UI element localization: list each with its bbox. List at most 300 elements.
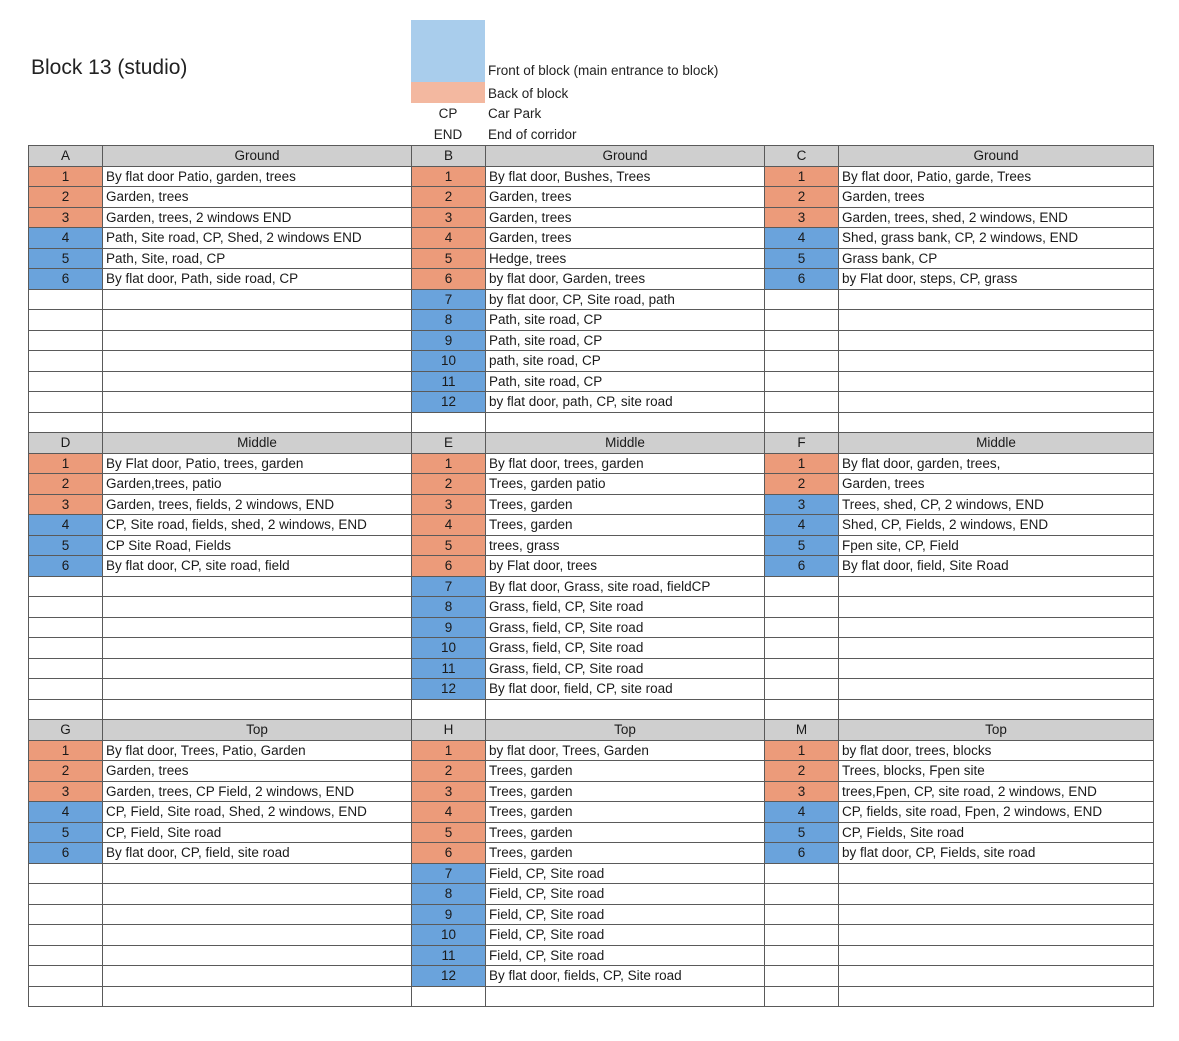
empty-cell bbox=[765, 597, 839, 618]
flat-view-cell: path, site road, CP bbox=[486, 351, 765, 372]
empty-cell bbox=[839, 884, 1154, 905]
flat-view-cell: Trees, shed, CP, 2 windows, END bbox=[839, 494, 1154, 515]
flat-number-cell: 2 bbox=[29, 761, 103, 782]
empty-cell bbox=[412, 986, 486, 1007]
flat-number-cell: 4 bbox=[765, 515, 839, 536]
flat-number-cell: 12 bbox=[412, 392, 486, 413]
empty-cell bbox=[486, 412, 765, 433]
block-id-header: A bbox=[29, 146, 103, 167]
table-row bbox=[29, 310, 1154, 331]
empty-cell bbox=[103, 289, 412, 310]
empty-cell bbox=[29, 884, 103, 905]
empty-cell bbox=[839, 986, 1154, 1007]
flat-view-cell: Garden, trees, CP Field, 2 windows, END bbox=[103, 781, 412, 802]
flat-number-cell: 1 bbox=[412, 166, 486, 187]
flat-number-cell: 3 bbox=[29, 207, 103, 228]
flat-number-cell: 9 bbox=[412, 330, 486, 351]
flat-number-cell: 7 bbox=[412, 863, 486, 884]
flat-number-cell: 1 bbox=[29, 166, 103, 187]
empty-cell bbox=[103, 412, 412, 433]
flat-view-cell: Grass, field, CP, Site road bbox=[486, 597, 765, 618]
empty-cell bbox=[839, 597, 1154, 618]
empty-cell bbox=[103, 925, 412, 946]
flat-number-cell: 12 bbox=[412, 679, 486, 700]
empty-cell bbox=[765, 904, 839, 925]
flat-number-cell: 6 bbox=[412, 556, 486, 577]
flat-views-table bbox=[28, 145, 1154, 1007]
flat-view-cell: Trees, garden bbox=[486, 781, 765, 802]
flat-view-cell: by flat door, Garden, trees bbox=[486, 269, 765, 290]
empty-cell bbox=[839, 966, 1154, 987]
flat-number-cell: 11 bbox=[412, 945, 486, 966]
flat-number-cell: 11 bbox=[412, 658, 486, 679]
flat-view-cell: Trees, garden bbox=[486, 802, 765, 823]
table-row bbox=[29, 187, 1154, 208]
flat-number-cell: 3 bbox=[765, 781, 839, 802]
flat-view-cell: by flat door, trees, blocks bbox=[839, 740, 1154, 761]
empty-cell bbox=[29, 679, 103, 700]
block-id-header: E bbox=[412, 433, 486, 454]
empty-cell bbox=[29, 638, 103, 659]
flat-view-cell: Path, Site road, CP, Shed, 2 windows END bbox=[103, 228, 412, 249]
table-row bbox=[29, 761, 1154, 782]
empty-cell bbox=[839, 310, 1154, 331]
flat-view-cell: Garden, trees, shed, 2 windows, END bbox=[839, 207, 1154, 228]
back-swatch bbox=[411, 82, 485, 103]
flat-view-cell: Garden, trees bbox=[486, 207, 765, 228]
flat-number-cell: 7 bbox=[412, 289, 486, 310]
empty-cell bbox=[839, 351, 1154, 372]
flat-view-cell: Path, site road, CP bbox=[486, 330, 765, 351]
flat-number-cell: 2 bbox=[765, 187, 839, 208]
flat-view-cell: by flat door, Trees, Garden bbox=[486, 740, 765, 761]
flat-view-cell: By flat door, Path, side road, CP bbox=[103, 269, 412, 290]
empty-cell bbox=[765, 289, 839, 310]
table-row bbox=[29, 556, 1154, 577]
page-title: Block 13 (studio) bbox=[31, 56, 188, 79]
empty-cell bbox=[103, 310, 412, 331]
floor-header: Top bbox=[103, 720, 412, 741]
empty-cell bbox=[103, 392, 412, 413]
flat-number-cell: 2 bbox=[29, 474, 103, 495]
flat-view-cell: Grass, field, CP, Site road bbox=[486, 638, 765, 659]
flat-number-cell: 3 bbox=[412, 494, 486, 515]
empty-cell bbox=[103, 986, 412, 1007]
table-row bbox=[29, 781, 1154, 802]
flat-number-cell: 1 bbox=[765, 166, 839, 187]
empty-cell bbox=[839, 392, 1154, 413]
flat-view-cell: Garden, trees bbox=[486, 187, 765, 208]
flat-number-cell: 10 bbox=[412, 638, 486, 659]
flat-view-cell: Grass, field, CP, Site road bbox=[486, 617, 765, 638]
table-row bbox=[29, 474, 1154, 495]
empty-cell bbox=[103, 679, 412, 700]
flat-view-cell: By flat door, field, Site Road bbox=[839, 556, 1154, 577]
legend-cp-code: CP bbox=[438, 106, 458, 121]
empty-cell bbox=[29, 904, 103, 925]
flat-view-cell: By flat door, Patio, garde, Trees bbox=[839, 166, 1154, 187]
empty-cell bbox=[29, 330, 103, 351]
flat-number-cell: 4 bbox=[29, 228, 103, 249]
table-row bbox=[29, 699, 1154, 720]
empty-cell bbox=[29, 966, 103, 987]
table-row bbox=[29, 248, 1154, 269]
empty-cell bbox=[103, 863, 412, 884]
flat-view-cell: by flat door, path, CP, site road bbox=[486, 392, 765, 413]
empty-cell bbox=[412, 412, 486, 433]
flat-view-cell: trees,Fpen, CP, site road, 2 windows, END bbox=[839, 781, 1154, 802]
flat-number-cell: 3 bbox=[765, 207, 839, 228]
legend-back-label: Back of block bbox=[488, 86, 569, 101]
flat-view-cell: Grass, field, CP, Site road bbox=[486, 658, 765, 679]
flat-number-cell: 6 bbox=[765, 556, 839, 577]
flat-view-cell: Shed, CP, Fields, 2 windows, END bbox=[839, 515, 1154, 536]
flat-view-cell: CP, fields, site road, Fpen, 2 windows, END bbox=[839, 802, 1154, 823]
empty-cell bbox=[29, 617, 103, 638]
flat-view-cell: Path, site road, CP bbox=[486, 371, 765, 392]
floor-header: Ground bbox=[839, 146, 1154, 167]
empty-cell bbox=[765, 638, 839, 659]
flat-number-cell: 5 bbox=[765, 248, 839, 269]
flat-view-cell: CP, Fields, Site road bbox=[839, 822, 1154, 843]
empty-cell bbox=[765, 412, 839, 433]
flat-view-cell: Path, Site, road, CP bbox=[103, 248, 412, 269]
flat-view-cell: Fpen site, CP, Field bbox=[839, 535, 1154, 556]
table-row bbox=[29, 679, 1154, 700]
empty-cell bbox=[839, 371, 1154, 392]
flat-number-cell: 4 bbox=[765, 802, 839, 823]
flat-view-cell: Field, CP, Site road bbox=[486, 945, 765, 966]
flat-number-cell: 6 bbox=[29, 843, 103, 864]
flat-view-cell: by flat door, CP, Fields, site road bbox=[839, 843, 1154, 864]
flat-number-cell: 10 bbox=[412, 351, 486, 372]
table-row bbox=[29, 515, 1154, 536]
empty-cell bbox=[103, 330, 412, 351]
empty-cell bbox=[765, 658, 839, 679]
flat-view-cell: by Flat door, trees bbox=[486, 556, 765, 577]
table-row bbox=[29, 863, 1154, 884]
section-header-row bbox=[29, 720, 1154, 741]
flat-view-cell: By Flat door, Patio, trees, garden bbox=[103, 453, 412, 474]
empty-cell bbox=[765, 945, 839, 966]
empty-cell bbox=[839, 945, 1154, 966]
flat-number-cell: 5 bbox=[29, 248, 103, 269]
flat-number-cell: 5 bbox=[29, 822, 103, 843]
flat-view-cell: By flat door, trees, garden bbox=[486, 453, 765, 474]
empty-cell bbox=[29, 986, 103, 1007]
floor-header: Middle bbox=[103, 433, 412, 454]
flat-view-cell: By flat door, CP, site road, field bbox=[103, 556, 412, 577]
table-row bbox=[29, 453, 1154, 474]
flat-view-cell: Path, site road, CP bbox=[486, 310, 765, 331]
flat-number-cell: 9 bbox=[412, 617, 486, 638]
flat-view-cell: Trees, garden bbox=[486, 822, 765, 843]
table-row bbox=[29, 740, 1154, 761]
table-row bbox=[29, 802, 1154, 823]
flat-number-cell: 2 bbox=[765, 474, 839, 495]
flat-number-cell: 1 bbox=[412, 740, 486, 761]
flat-view-cell: Field, CP, Site road bbox=[486, 904, 765, 925]
flat-number-cell: 1 bbox=[29, 453, 103, 474]
flat-number-cell: 2 bbox=[412, 187, 486, 208]
empty-cell bbox=[29, 863, 103, 884]
empty-cell bbox=[486, 699, 765, 720]
empty-cell bbox=[765, 699, 839, 720]
legend-cp-label: Car Park bbox=[488, 106, 542, 121]
table-row bbox=[29, 494, 1154, 515]
flat-view-cell: CP, Field, Site road bbox=[103, 822, 412, 843]
empty-cell bbox=[839, 412, 1154, 433]
flat-view-cell: trees, grass bbox=[486, 535, 765, 556]
flat-view-cell: By flat door, field, CP, site road bbox=[486, 679, 765, 700]
table-row bbox=[29, 597, 1154, 618]
table-row bbox=[29, 166, 1154, 187]
flat-number-cell: 4 bbox=[29, 802, 103, 823]
empty-cell bbox=[765, 351, 839, 372]
flat-number-cell: 2 bbox=[412, 474, 486, 495]
empty-cell bbox=[765, 986, 839, 1007]
flat-view-cell: Trees, blocks, Fpen site bbox=[839, 761, 1154, 782]
flat-view-cell: Field, CP, Site road bbox=[486, 884, 765, 905]
empty-cell bbox=[765, 679, 839, 700]
flat-view-cell: Grass bank, CP bbox=[839, 248, 1154, 269]
table-row bbox=[29, 884, 1154, 905]
empty-cell bbox=[29, 412, 103, 433]
flat-view-cell: CP, Site road, fields, shed, 2 windows, END bbox=[103, 515, 412, 536]
block-id-header: H bbox=[412, 720, 486, 741]
empty-cell bbox=[839, 617, 1154, 638]
flat-view-cell: by flat door, CP, Site road, path bbox=[486, 289, 765, 310]
flat-number-cell: 5 bbox=[412, 248, 486, 269]
flat-number-cell: 8 bbox=[412, 597, 486, 618]
legend-end-code: END bbox=[433, 127, 463, 142]
flat-number-cell: 3 bbox=[412, 207, 486, 228]
flat-view-cell: By flat door, garden, trees, bbox=[839, 453, 1154, 474]
table-row bbox=[29, 986, 1154, 1007]
flat-view-cell: Trees, garden bbox=[486, 843, 765, 864]
table-row bbox=[29, 966, 1154, 987]
block-id-header: D bbox=[29, 433, 103, 454]
block-id-header: B bbox=[412, 146, 486, 167]
flat-view-cell: Garden, trees, fields, 2 windows, END bbox=[103, 494, 412, 515]
block-id-header: M bbox=[765, 720, 839, 741]
flat-number-cell: 1 bbox=[29, 740, 103, 761]
flat-number-cell: 1 bbox=[412, 453, 486, 474]
flat-number-cell: 12 bbox=[412, 966, 486, 987]
block-id-header: F bbox=[765, 433, 839, 454]
empty-cell bbox=[103, 904, 412, 925]
empty-cell bbox=[765, 371, 839, 392]
empty-cell bbox=[765, 884, 839, 905]
flat-view-cell: Hedge, trees bbox=[486, 248, 765, 269]
flat-view-cell: Trees, garden patio bbox=[486, 474, 765, 495]
flat-number-cell: 2 bbox=[412, 761, 486, 782]
flat-number-cell: 1 bbox=[765, 453, 839, 474]
flat-number-cell: 5 bbox=[412, 535, 486, 556]
table-row bbox=[29, 843, 1154, 864]
flat-number-cell: 4 bbox=[412, 515, 486, 536]
flat-view-cell: By flat door Patio, garden, trees bbox=[103, 166, 412, 187]
table-row bbox=[29, 535, 1154, 556]
table-row bbox=[29, 617, 1154, 638]
floor-header: Top bbox=[486, 720, 765, 741]
flat-number-cell: 3 bbox=[412, 781, 486, 802]
empty-cell bbox=[29, 351, 103, 372]
empty-cell bbox=[103, 371, 412, 392]
table-row bbox=[29, 412, 1154, 433]
table-row bbox=[29, 330, 1154, 351]
empty-cell bbox=[839, 330, 1154, 351]
empty-cell bbox=[839, 699, 1154, 720]
empty-cell bbox=[765, 863, 839, 884]
empty-cell bbox=[839, 679, 1154, 700]
empty-cell bbox=[765, 617, 839, 638]
empty-cell bbox=[103, 966, 412, 987]
empty-cell bbox=[29, 576, 103, 597]
empty-cell bbox=[29, 945, 103, 966]
empty-cell bbox=[29, 392, 103, 413]
empty-cell bbox=[29, 658, 103, 679]
flat-number-cell: 3 bbox=[765, 494, 839, 515]
flat-number-cell: 5 bbox=[29, 535, 103, 556]
flat-number-cell: 2 bbox=[29, 187, 103, 208]
flat-number-cell: 2 bbox=[765, 761, 839, 782]
flat-view-cell: Garden, trees bbox=[839, 474, 1154, 495]
empty-cell bbox=[103, 945, 412, 966]
table-row bbox=[29, 576, 1154, 597]
flat-view-cell: Trees, garden bbox=[486, 761, 765, 782]
block-id-header: G bbox=[29, 720, 103, 741]
floor-header: Ground bbox=[486, 146, 765, 167]
legend-end-label: End of corridor bbox=[488, 127, 577, 142]
table-row bbox=[29, 351, 1154, 372]
flat-view-cell: By flat door, Grass, site road, fieldCP bbox=[486, 576, 765, 597]
legend-front-label: Front of block (main entrance to block) bbox=[488, 63, 719, 78]
flat-view-cell: CP, Field, Site road, Shed, 2 windows, END bbox=[103, 802, 412, 823]
flat-view-cell: Field, CP, Site road bbox=[486, 863, 765, 884]
empty-cell bbox=[765, 392, 839, 413]
empty-cell bbox=[29, 289, 103, 310]
flat-number-cell: 10 bbox=[412, 925, 486, 946]
empty-cell bbox=[103, 617, 412, 638]
empty-cell bbox=[765, 310, 839, 331]
table-row bbox=[29, 925, 1154, 946]
table-row bbox=[29, 945, 1154, 966]
table-row bbox=[29, 638, 1154, 659]
flat-view-cell: Garden, trees bbox=[486, 228, 765, 249]
floor-header: Middle bbox=[486, 433, 765, 454]
table-row bbox=[29, 658, 1154, 679]
flat-number-cell: 4 bbox=[412, 802, 486, 823]
flat-number-cell: 5 bbox=[765, 822, 839, 843]
empty-cell bbox=[103, 597, 412, 618]
table-row bbox=[29, 822, 1154, 843]
flat-view-cell: Garden, trees, 2 windows END bbox=[103, 207, 412, 228]
flat-number-cell: 9 bbox=[412, 904, 486, 925]
flat-number-cell: 6 bbox=[765, 269, 839, 290]
flat-number-cell: 6 bbox=[412, 843, 486, 864]
flat-number-cell: 7 bbox=[412, 576, 486, 597]
empty-cell bbox=[412, 699, 486, 720]
empty-cell bbox=[839, 638, 1154, 659]
flat-view-cell: Shed, grass bank, CP, 2 windows, END bbox=[839, 228, 1154, 249]
flat-view-cell: By flat door, CP, field, site road bbox=[103, 843, 412, 864]
flat-number-cell: 5 bbox=[765, 535, 839, 556]
empty-cell bbox=[29, 925, 103, 946]
empty-cell bbox=[103, 351, 412, 372]
empty-cell bbox=[839, 289, 1154, 310]
flat-number-cell: 6 bbox=[765, 843, 839, 864]
flat-number-cell: 5 bbox=[412, 822, 486, 843]
section-header-row bbox=[29, 146, 1154, 167]
flat-view-cell: by Flat door, steps, CP, grass bbox=[839, 269, 1154, 290]
table-row bbox=[29, 371, 1154, 392]
empty-cell bbox=[839, 658, 1154, 679]
flat-view-cell: Garden, trees bbox=[103, 187, 412, 208]
flat-view-cell: By flat door, fields, CP, Site road bbox=[486, 966, 765, 987]
flat-view-cell: By flat door, Trees, Patio, Garden bbox=[103, 740, 412, 761]
flat-number-cell: 11 bbox=[412, 371, 486, 392]
empty-cell bbox=[103, 699, 412, 720]
empty-cell bbox=[103, 638, 412, 659]
flat-number-cell: 4 bbox=[29, 515, 103, 536]
table-row bbox=[29, 207, 1154, 228]
empty-cell bbox=[765, 966, 839, 987]
front-swatch bbox=[411, 20, 485, 82]
flat-view-cell: Garden, trees bbox=[839, 187, 1154, 208]
flat-view-cell: Trees, garden bbox=[486, 494, 765, 515]
empty-cell bbox=[29, 310, 103, 331]
flat-view-cell: Garden, trees bbox=[103, 761, 412, 782]
flat-number-cell: 3 bbox=[29, 494, 103, 515]
flat-view-cell: CP Site Road, Fields bbox=[103, 535, 412, 556]
flat-number-cell: 8 bbox=[412, 310, 486, 331]
table-row bbox=[29, 904, 1154, 925]
flat-number-cell: 8 bbox=[412, 884, 486, 905]
flat-view-cell: Field, CP, Site road bbox=[486, 925, 765, 946]
empty-cell bbox=[765, 576, 839, 597]
flat-view-cell: Garden,trees, patio bbox=[103, 474, 412, 495]
empty-cell bbox=[839, 904, 1154, 925]
flat-number-cell: 6 bbox=[29, 269, 103, 290]
block-id-header: C bbox=[765, 146, 839, 167]
table-row bbox=[29, 228, 1154, 249]
table-row bbox=[29, 269, 1154, 290]
empty-cell bbox=[765, 330, 839, 351]
empty-cell bbox=[29, 597, 103, 618]
table-row bbox=[29, 289, 1154, 310]
flat-number-cell: 3 bbox=[29, 781, 103, 802]
flat-number-cell: 6 bbox=[29, 556, 103, 577]
empty-cell bbox=[103, 884, 412, 905]
flat-view-cell: Trees, garden bbox=[486, 515, 765, 536]
empty-cell bbox=[765, 925, 839, 946]
flat-number-cell: 4 bbox=[765, 228, 839, 249]
empty-cell bbox=[839, 863, 1154, 884]
flat-number-cell: 6 bbox=[412, 269, 486, 290]
flat-number-cell: 1 bbox=[765, 740, 839, 761]
floor-header: Ground bbox=[103, 146, 412, 167]
empty-cell bbox=[29, 699, 103, 720]
floor-header: Middle bbox=[839, 433, 1154, 454]
empty-cell bbox=[29, 371, 103, 392]
empty-cell bbox=[103, 576, 412, 597]
empty-cell bbox=[839, 925, 1154, 946]
floor-header: Top bbox=[839, 720, 1154, 741]
section-header-row bbox=[29, 433, 1154, 454]
empty-cell bbox=[839, 576, 1154, 597]
flat-number-cell: 4 bbox=[412, 228, 486, 249]
